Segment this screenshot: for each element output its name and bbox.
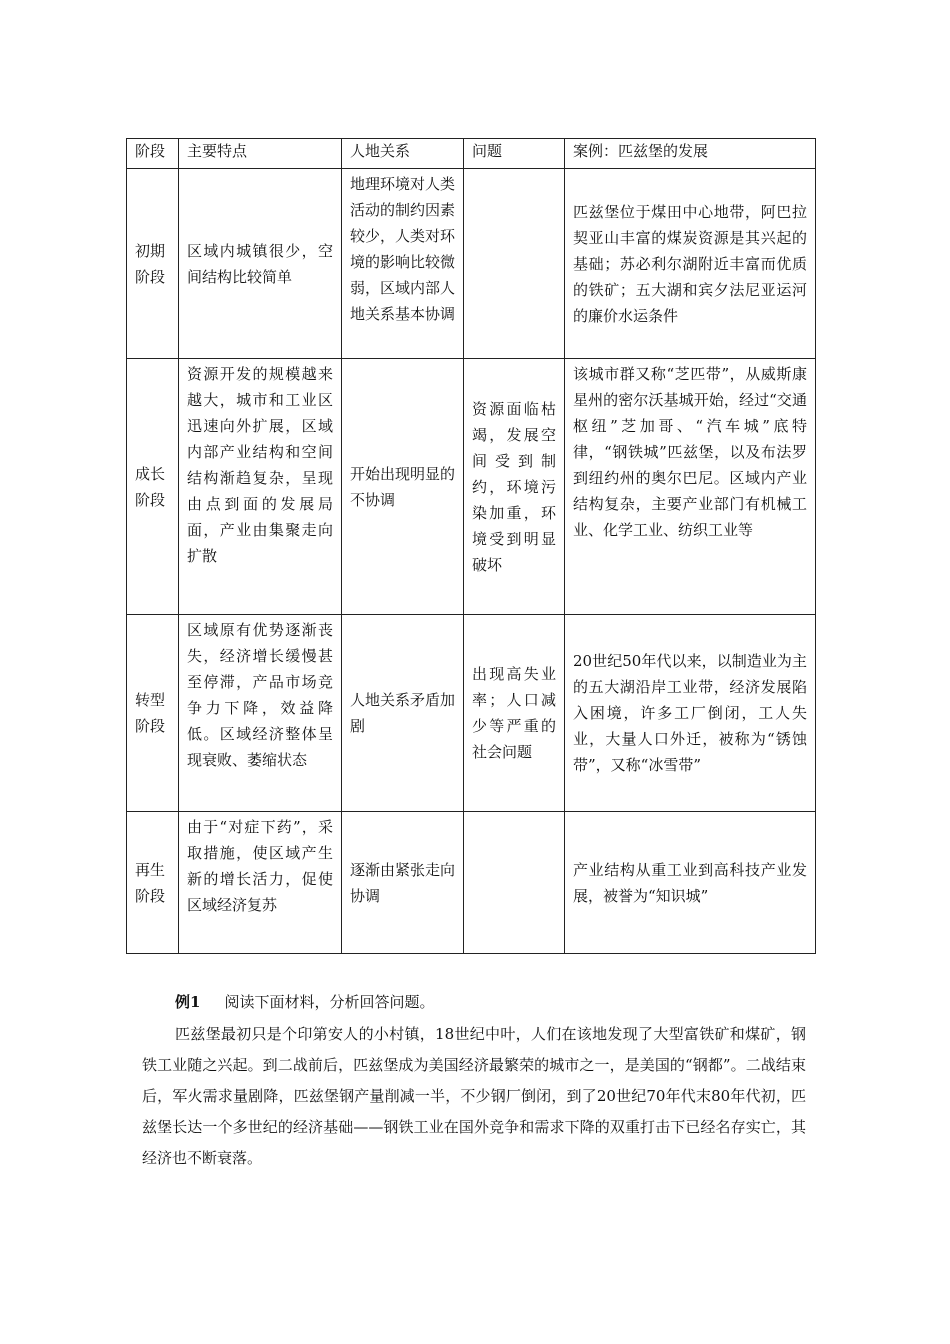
stage-cell: 成长阶段 [127,359,179,615]
problems-cell [464,812,565,954]
relation-cell: 人地关系矛盾加剧 [342,615,464,812]
features-cell: 区域内城镇很少，空间结构比较简单 [179,169,342,359]
case-cell: 产业结构从重工业到高科技产业发展，被誉为“知识城” [565,812,816,954]
problems-cell: 出现高失业率；人口减少等严重的社会问题 [464,615,565,812]
stage-cell: 转型阶段 [127,615,179,812]
example-instruction: 阅读下面材料，分析回答问题。 [224,993,435,1011]
features-cell: 区域原有优势逐渐丧失，经济增长缓慢甚至停滞，产品市场竞争力下降，效益降低。区域经济整体呈现衰败、萎缩状态 [179,615,342,812]
table-row [127,359,816,615]
features-cell: 由于“对症下药”，采取措施，使区域产生新的增长活力，促使区域经济复苏 [179,812,342,954]
header-relation: 人地关系 [342,139,464,169]
header-stage: 阶段 [127,139,179,169]
header-case: 案例：匹兹堡的发展 [565,139,816,169]
example-passage: 匹兹堡最初只是个印第安人的小村镇，18世纪中叶，人们在该地发现了大型富铁矿和煤矿，钢铁工业随之兴起。到二战前后，匹兹堡成为美国经济最繁荣的城市之一，是美国的“钢都”。二战结束后，军火需求量剧降，匹兹堡钢产量削减一半，不少钢厂倒闭，到了20世纪70年代末80年代初，匹兹堡长达一个多世纪的经济基础——钢铁工业在国外竞争和需求下降的双重打击下已经名存实亡，其经济也不断衰落。 [142,1025,806,1167]
relation-cell: 逐渐由紧张走向协调 [342,812,464,954]
case-cell: 20世纪50年代以来，以制造业为主的五大湖沿岸工业带，经济发展陷入困境，许多工厂倒闭，工人失业，大量人口外迁，被称为“锈蚀带”，又称“冰雪带” [565,615,816,812]
stage-cell: 再生阶段 [127,812,179,954]
region-development-table [126,138,816,954]
header-problems: 问题 [464,139,565,169]
stage-cell: 初期阶段 [127,169,179,359]
relation-cell: 开始出现明显的不协调 [342,359,464,615]
problems-cell [464,169,565,359]
features-cell: 资源开发的规模越来越大，城市和工业区迅速向外扩展，区域内部产业结构和空间结构渐趋复杂，呈现由点到面的发展局面，产业由集聚走向扩散 [179,359,342,615]
example-section [142,987,806,1174]
case-cell: 该城市群又称“芝匹带”，从威斯康星州的密尔沃基城开始，经过“交通枢纽”芝加哥、“汽车城”底特律，“钢铁城”匹兹堡，以及布法罗到纽约州的奥尔巴尼。区域内产业结构复杂，主要产业部门有机械工业、化学工业、纺织工业等 [565,359,816,615]
header-features: 主要特点 [179,139,342,169]
case-cell: 匹兹堡位于煤田中心地带，阿巴拉契亚山丰富的煤炭资源是其兴起的基础；苏必利尔湖附近丰富而优质的铁矿；五大湖和宾夕法尼亚运河的廉价水运条件 [565,169,816,359]
relation-cell: 地理环境对人类活动的制约因素较少，人类对环境的影响比较微弱，区域内部人地关系基本协调 [342,169,464,359]
example-label: 例1 [175,993,201,1011]
table-row [127,169,816,359]
table-row [127,615,816,812]
problems-cell: 资源面临枯竭，发展空间受到制约，环境污染加重，环境受到明显破坏 [464,359,565,615]
table-header-row [127,139,816,169]
table-row [127,812,816,954]
example-heading [142,987,806,1017]
